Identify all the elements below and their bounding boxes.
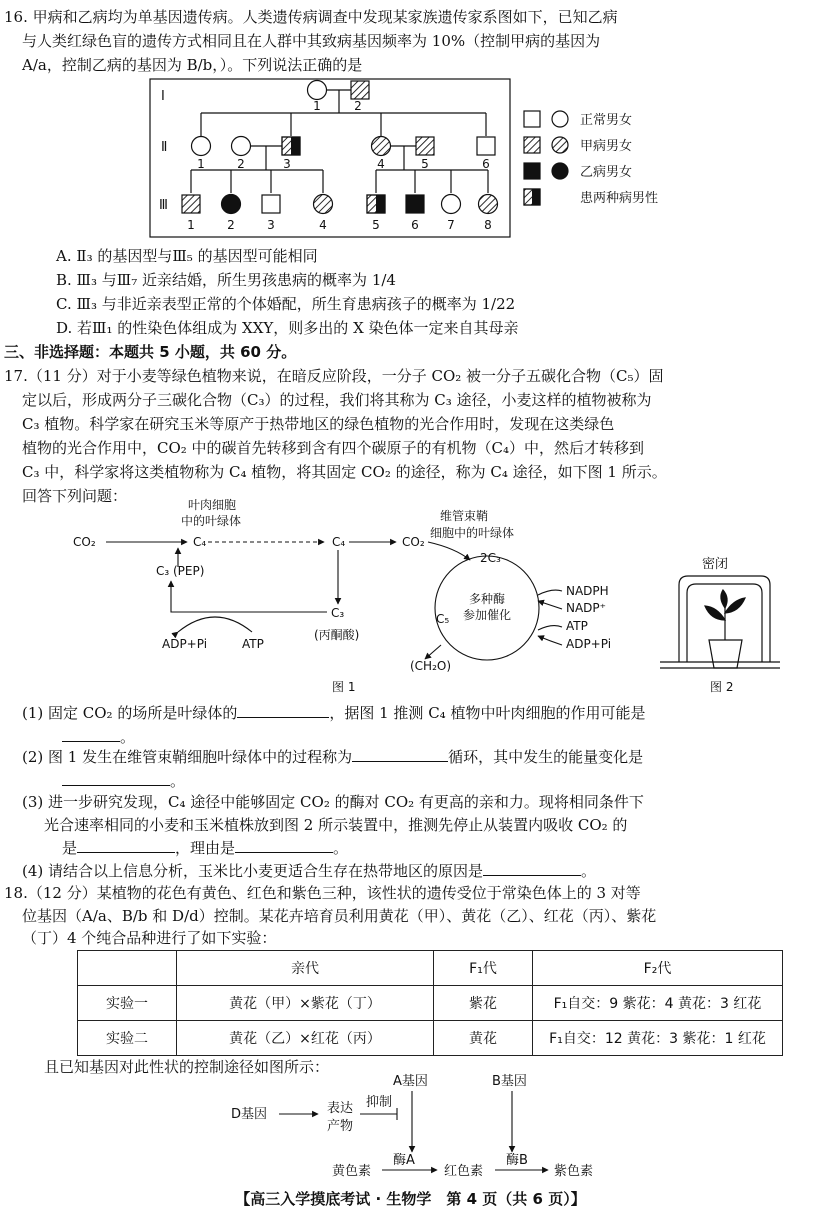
fig1-co2-left: CO₂ bbox=[73, 535, 96, 549]
q16-option-a: A. Ⅱ₃ 的基因型与Ⅲ₅ 的基因型可能相同 bbox=[56, 247, 318, 265]
table-cell: 黄花（甲）×紫花（丁） bbox=[177, 986, 434, 1021]
q17-sub1-end: 。 bbox=[120, 728, 136, 746]
fig1-co2-right: CO₂ bbox=[402, 535, 425, 549]
pathway-b-gene: B基因 bbox=[492, 1074, 527, 1089]
fig1-2c3: 2C₃ bbox=[480, 551, 501, 565]
q18-line2: 位基因（A/a、B/b 和 D/d）控制。某花卉培育员利用黄花（甲）、黄花（乙）、红花（丙）、紫花 bbox=[22, 907, 657, 925]
pathway-d-gene: D基因 bbox=[231, 1107, 268, 1122]
gen2-number-3: 3 bbox=[283, 157, 291, 171]
q17-sub2-text-b: 循环，其中发生的能量变化是 bbox=[448, 748, 644, 766]
q16-line2: 与人类红绿色盲的遗传方式相同且在人群中其致病基因频率为 10%（控制甲病的基因为 bbox=[22, 32, 601, 50]
table-header-cell: 亲代 bbox=[177, 951, 434, 986]
pathway-product-1: 表达 bbox=[327, 1101, 354, 1116]
fig1-enzymes-1: 多种酶 bbox=[469, 592, 506, 606]
table-cell: F₁自交：9 紫花：4 黄花：3 红花 bbox=[533, 986, 783, 1021]
table-cell: 黄花 bbox=[434, 1021, 533, 1056]
fig1-c4-mid: C₄ bbox=[332, 535, 346, 549]
q17-sub2-text-a: (2) 图 1 发生在维管束鞘细胞叶绿体中的过程称为 bbox=[22, 748, 353, 766]
section-3-heading: 三、非选择题：本题共 5 小题，共 60 分。 bbox=[4, 343, 297, 361]
q17-line4: 植物的光合作用中，CO₂ 中的碳首先转移到含有四个碳原子的有机物（C₄）中，然后才转移到 bbox=[22, 439, 645, 457]
fig1-mesophyll-label-1: 叶肉细胞 bbox=[188, 498, 237, 512]
fig1-c3-pep: C₃ (PEP) bbox=[156, 564, 205, 578]
table-cell: 实验一 bbox=[78, 986, 177, 1021]
fig1-pyruvate: (丙酮酸) bbox=[314, 628, 360, 642]
q17-sub1-text-b: ，据图 1 推测 C₄ 植物中叶肉细胞的作用可能是 bbox=[329, 704, 646, 722]
q17-line2: 定以后，形成两分子三碳化合物（C₃）的过程，我们将其称为 C₃ 途径，小麦这样的植物被称为 bbox=[22, 391, 652, 409]
page-footer: 【高三入学摸底考试 · 生物学 第 4 页（共 6 页）】 bbox=[235, 1190, 586, 1208]
q18-pathway-intro: 且已知基因对此性状的控制途径如图所示： bbox=[44, 1058, 330, 1076]
table-header-cell: F₁代 bbox=[434, 951, 533, 986]
gen2-number-4: 4 bbox=[377, 157, 385, 171]
q16-line1: 16. 甲病和乙病均为单基因遗传病。人类遗传病调查中发现某家族遗传家系图如下，已知乙病 bbox=[4, 8, 618, 26]
legend-jia: 甲病男女 bbox=[580, 139, 633, 154]
gen3-number-8: 8 bbox=[484, 218, 492, 232]
table-cell: 紫花 bbox=[434, 986, 533, 1021]
gen-label-2: Ⅱ bbox=[161, 140, 168, 155]
fig1-nadph: NADPH bbox=[566, 584, 609, 598]
pathway-enzyme-a: 酶A bbox=[393, 1153, 415, 1168]
q17-line6: 回答下列问题： bbox=[22, 487, 128, 505]
q16-option-d: D. 若Ⅲ₁ 的性染色体组成为 XXY，则多出的 X 染色体一定来自其母亲 bbox=[56, 319, 519, 337]
fig1-atp: ATP bbox=[242, 637, 264, 651]
gen2-number-6: 6 bbox=[482, 157, 490, 171]
q17-line1: 17.（11 分）对于小麦等绿色植物来说，在暗反应阶段，一分子 CO₂ 被一分子五碳化合物（C₅）固 bbox=[4, 367, 664, 385]
gen-label-1: Ⅰ bbox=[161, 89, 165, 104]
q17-sub1-text-a: (1) 固定 CO₂ 的场所是叶绿体的 bbox=[22, 704, 238, 722]
table-cell: 实验二 bbox=[78, 1021, 177, 1056]
gen3-number-4: 4 bbox=[319, 218, 327, 232]
pathway-yellow: 黄色素 bbox=[332, 1164, 372, 1179]
fig1-c3: C₃ bbox=[331, 606, 345, 620]
q17-sub3-text-c: 是 bbox=[62, 839, 78, 857]
fig1-caption: 图 1 bbox=[332, 680, 356, 694]
pathway-purple: 紫色素 bbox=[554, 1164, 594, 1179]
fig2-caption: 图 2 bbox=[710, 680, 734, 694]
q18-line3: （丁）4 个纯合品种进行了如下实验： bbox=[22, 929, 277, 947]
table-cell: F₁自交：12 黄花：3 紫花：1 红花 bbox=[533, 1021, 783, 1056]
q18-line1: 18.（12 分）某植物的花色有黄色、红色和紫色三种，该性状的遗传受位于常染色体上的 3 对等 bbox=[4, 884, 641, 902]
q16-option-b: B. Ⅲ₃ 与Ⅲ₇ 近亲结婚，所生男孩患病的概率为 1/4 bbox=[56, 271, 396, 289]
q17-line5: C₃ 中，科学家将这类植物称为 C₄ 植物，将其固定 CO₂ 的途径，称为 C₄ 途径，如下图 1 所示。 bbox=[22, 463, 667, 481]
q17-sub3-line2: 光合速率相同的小麦和玉米植株放到图 2 所示装置中，推测先停止从装置内吸收 CO₂ 的 bbox=[44, 816, 628, 834]
gen3-number-7: 7 bbox=[447, 218, 455, 232]
gen3-number-2: 2 bbox=[227, 218, 235, 232]
q17-sub4-end: 。 bbox=[581, 862, 597, 880]
fig1-ch2o: (CH₂O) bbox=[410, 659, 452, 673]
legend-yi: 乙病男女 bbox=[580, 165, 633, 180]
fig2-sealed-label: 密闭 bbox=[702, 557, 729, 572]
fig1-adp: ADP+Pi bbox=[162, 637, 208, 651]
pathway-product-2: 产物 bbox=[327, 1119, 354, 1134]
gen3-number-6: 6 bbox=[411, 218, 419, 232]
q17-sub4-text: (4) 请结合以上信息分析，玉米比小麦更适合生存在热带地区的原因是 bbox=[22, 862, 484, 880]
q16-line3: A/a，控制乙病的基因为 B/b，）。下列说法正确的是 bbox=[22, 56, 363, 74]
q17-sub3-text-d: ，理由是 bbox=[175, 839, 236, 857]
fig1-bundle-label-2: 细胞中的叶绿体 bbox=[430, 526, 515, 540]
fig1-adp2: ADP+Pi bbox=[566, 637, 612, 651]
q17-line3: C₃ 植物。科学家在研究玉米等原产于热带地区的绿色植物的光合作用时，发现在这类绿色 bbox=[22, 415, 615, 433]
q17-sub3-line1: (3) 进一步研究发现，C₄ 途径中能够固定 CO₂ 的酶对 CO₂ 有更高的亲和力。现将相同条件下 bbox=[22, 793, 644, 811]
fig1-mesophyll-label-2: 中的叶绿体 bbox=[181, 514, 242, 528]
q17-sub3-end: 。 bbox=[333, 839, 349, 857]
gen1-number-1: 1 bbox=[313, 99, 321, 113]
fig1-c4-left: C₄ bbox=[193, 535, 207, 549]
pathway-a-gene: A基因 bbox=[393, 1074, 428, 1089]
fig1-atp2: ATP bbox=[566, 619, 588, 633]
gen3-number-5: 5 bbox=[372, 218, 380, 232]
q17-sub2-end: 。 bbox=[170, 772, 186, 790]
fig1-nadp: NADP⁺ bbox=[566, 601, 606, 615]
gen2-number-2: 2 bbox=[237, 157, 245, 171]
pathway-enzyme-b: 酶B bbox=[506, 1153, 528, 1168]
fig1-bundle-label-1: 维管束鞘 bbox=[440, 509, 489, 523]
pathway-inhibit: 抑制 bbox=[366, 1095, 393, 1110]
gen2-number-5: 5 bbox=[421, 157, 429, 171]
fig1-c5: C₅ bbox=[436, 612, 450, 626]
table-cell: 黄花（乙）×红花（丙） bbox=[177, 1021, 434, 1056]
gen1-number-2: 2 bbox=[354, 99, 362, 113]
table-header-cell: F₂代 bbox=[533, 951, 783, 986]
gen2-number-1: 1 bbox=[197, 157, 205, 171]
gen3-number-1: 1 bbox=[187, 218, 195, 232]
legend-both: 患两种病男性 bbox=[580, 191, 659, 206]
gen3-number-3: 3 bbox=[267, 218, 275, 232]
gen-label-3: Ⅲ bbox=[159, 198, 168, 213]
fig1-enzymes-2: 参加催化 bbox=[463, 608, 512, 622]
pathway-red: 红色素 bbox=[444, 1164, 484, 1179]
legend-normal: 正常男女 bbox=[580, 113, 633, 128]
q16-option-c: C. Ⅲ₃ 与非近亲表型正常的个体婚配，所生育患病孩子的概率为 1/22 bbox=[56, 295, 516, 313]
